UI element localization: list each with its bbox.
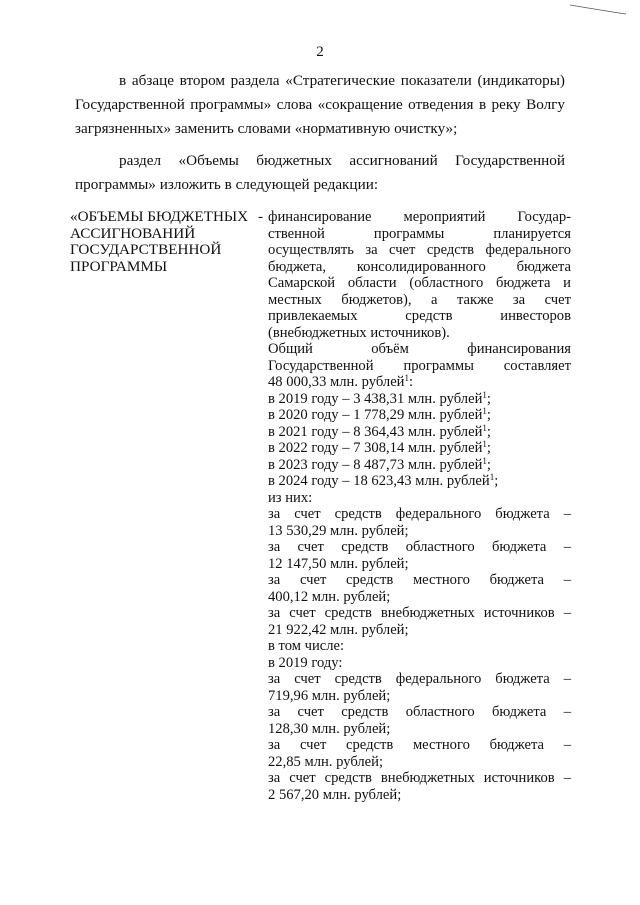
content-line: бюджета, консолидированного бюджета: [268, 258, 571, 275]
footnote-marker: 1: [482, 389, 487, 400]
content-line: финансирование мероприятий Государ-: [268, 209, 571, 225]
section-label-line: АССИГНОВАНИЙ: [70, 224, 196, 242]
content-line: за счет средств областного бюджета –: [268, 539, 571, 555]
content-line: Государственной программы составляет: [268, 357, 571, 374]
footnote-marker: 1: [404, 373, 409, 383]
section-dash: -: [258, 208, 264, 225]
content-line: в том числе:: [268, 638, 345, 654]
content-line: привлекаемых средств инвесторов: [268, 308, 571, 324]
content-line: ственной программы планируется: [268, 225, 571, 242]
content-line: за счет средств областного бюджета –: [268, 704, 571, 720]
content-line: местных бюджетов), а также за счет: [268, 291, 571, 308]
footnote-marker: 1: [482, 406, 487, 416]
content-line: за счет средств внебюджетных источников –: [268, 605, 571, 621]
content-line: в 2019 году – 3 438,31 млн. рублей$^1$;: [268, 389, 491, 407]
footnote-marker: 1: [482, 439, 487, 449]
content-line: в 2021 году – 8 364,43 млн. рублей$^1$;: [268, 422, 491, 440]
content-line: 12 147,50 млн. рублей;: [268, 555, 409, 572]
section-label-line: ПРОГРАММЫ: [70, 257, 168, 275]
footnote-marker: 1: [489, 472, 495, 482]
content-line: в 2019 году:: [268, 654, 343, 671]
page-number: 2: [316, 44, 324, 60]
content-line: (внебюджетных источников).: [268, 324, 450, 341]
content-line: осуществлять за счет средств федерального: [268, 242, 571, 258]
content-line: за счет средств федерального бюджета –: [268, 671, 571, 687]
section-content: [268, 209, 571, 803]
section-label-line: «ОБЪЕМЫ БЮДЖЕТНЫХ: [70, 208, 249, 225]
scan-pen-mark: [568, 2, 628, 16]
content-line: 22,85 млн. рублей;: [268, 753, 384, 770]
content-line: 719,96 млн. рублей;: [268, 687, 391, 704]
content-line: за счет средств внебюджетных источников –: [268, 770, 571, 786]
content-line: в 2023 году – 8 487,73 млн. рублей$^1$;: [268, 455, 491, 473]
content-line: за счет средств местного бюджета –: [268, 572, 571, 588]
content-line: в 2022 году – 7 308,14 млн. рублей$^1$;: [268, 439, 491, 456]
section-label-line: ГОСУДАРСТВЕННОЙ: [70, 241, 222, 258]
content-line: из них:: [268, 489, 313, 506]
footnote-marker: 1: [482, 422, 487, 433]
content-line: в 2020 году – 1 778,29 млн. рублей$^1$;: [268, 406, 491, 423]
content-line: 2 567,20 млн. рублей;: [268, 786, 402, 803]
content-line: за счет средств местного бюджета –: [268, 737, 571, 753]
content-line: 128,30 млн. рублей;: [268, 720, 391, 737]
content-line: за счет средств федерального бюджета –: [268, 506, 571, 522]
section-label: [70, 209, 270, 275]
content-line: 400,12 млн. рублей;: [268, 588, 391, 605]
content-line: 21 922,42 млн. рублей;: [268, 621, 409, 638]
amendment-paragraph-2: раздел «Объемы бюджетных ассигнований Государственной программы» изложить в следующей редакции:: [75, 152, 565, 193]
content-line: 48 000,33 млн. рублей$^1$:: [268, 373, 414, 390]
content-line: в 2024 году – 18 623,43 млн. рублей$^1$;: [268, 472, 499, 489]
content-line: 13 530,29 млн. рублей;: [268, 522, 409, 539]
content-line: Общий объём финансирования: [268, 341, 571, 357]
footnote-marker: 1: [482, 455, 487, 466]
content-line: Самарской области (областного бюджета и: [268, 275, 571, 291]
amendment-paragraph-1: в абзаце втором раздела «Стратегические показатели (индикаторы) Государственной программы» слова «сокращение отведения в реку Волгу загрязненных» заменить словами «нормативную очистку»;: [75, 72, 565, 137]
